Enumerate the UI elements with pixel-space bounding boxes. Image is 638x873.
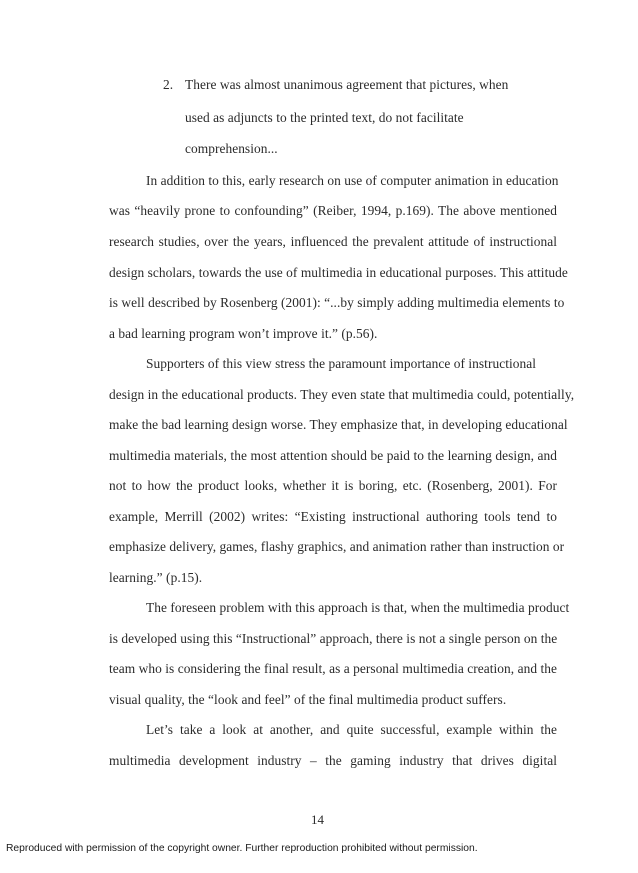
paragraph-line: make the bad learning design worse. They emphasize that, in developing educational — [109, 417, 568, 432]
paragraph-line: is well described by Rosenberg (2001): “...by simply adding multimedia elements to — [109, 295, 565, 310]
page-number: 14 — [311, 812, 324, 827]
list-item-line: There was almost unanimous agreement that pictures, when — [185, 77, 509, 92]
paragraph-line: design in the educational products. They even state that multimedia could, potentially, — [109, 387, 575, 402]
paragraph-line: In addition to this, early research on use of computer animation in education — [146, 173, 559, 188]
paragraph-line: was “heavily prone to confounding” (Reiber, 1994, p.169). The above mentioned — [109, 203, 557, 218]
list-item-number: 2. — [163, 77, 174, 92]
paragraph-line: multimedia development industry – the gaming industry that drives digital — [109, 753, 557, 768]
paragraph-line: multimedia materials, the most attention should be paid to the learning design, and — [109, 448, 557, 463]
paragraph-line: The foreseen problem with this approach is that, when the multimedia product — [146, 600, 570, 615]
copyright-footer: Reproduced with permission of the copyright owner. Further reproduction prohibited without permission. — [6, 843, 478, 854]
paragraph-line: visual quality, the “look and feel” of the final multimedia product suffers. — [109, 692, 507, 707]
paragraph-line: learning.” (p.15). — [109, 570, 203, 585]
list-item-line: comprehension... — [185, 141, 278, 156]
paragraph-line: not to how the product looks, whether it is boring, etc. (Rosenberg, 2001). For — [109, 478, 557, 493]
paragraph-line: Let’s take a look at another, and quite successful, example within the — [146, 722, 557, 737]
paragraph-line: research studies, over the years, influenced the prevalent attitude of instructional — [109, 234, 557, 249]
list-item-line: used as adjuncts to the printed text, do not facilitate — [185, 110, 464, 125]
paragraph-line: Supporters of this view stress the paramount importance of instructional — [146, 356, 536, 371]
paragraph-line: a bad learning program won’t improve it.” (p.56). — [109, 326, 378, 341]
paragraph-line: team who is considering the final result, as a personal multimedia creation, and the — [109, 661, 557, 676]
paragraph-line: design scholars, towards the use of multimedia in educational purposes. This attitude — [109, 265, 568, 280]
paragraph-line: emphasize delivery, games, flashy graphics, and animation rather than instruction or — [109, 539, 565, 554]
paragraph-line: is developed using this “Instructional” approach, there is not a single person on the — [109, 631, 558, 646]
paragraph-line: example, Merrill (2002) writes: “Existing instructional authoring tools tend to — [109, 509, 557, 524]
